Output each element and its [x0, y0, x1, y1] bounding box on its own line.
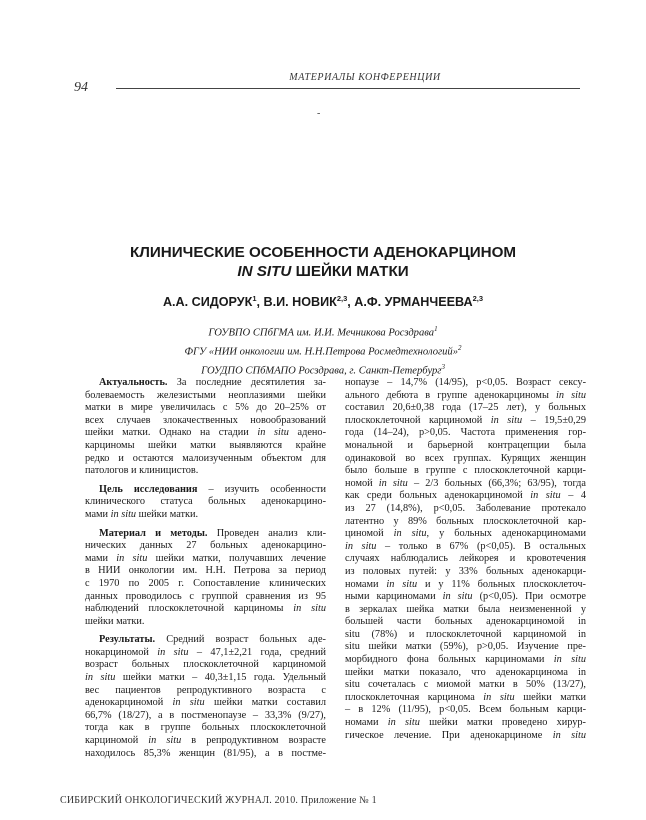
text-line: шейки матки показало, что аденокарцинома in [345, 666, 586, 678]
author-name: В.И. НОВИК [263, 295, 337, 310]
affiliation [60, 322, 586, 341]
text-line: клинического статуса больных аденокарцино- [85, 496, 326, 508]
text-line: 66,7% (18/27), а в постменопаузе – 33,3% (9/27), [85, 709, 326, 721]
text-line: из половых путей: у 33% больных аденокарци- [345, 565, 586, 577]
text-line: тогда как в группе больных плоскоклеточной [85, 722, 326, 734]
title-rest: ШЕЙКИ МАТКИ [291, 263, 409, 280]
text-line: составил 20,6±0,38 года (17–25 лет), у больных [345, 402, 586, 414]
text-line: плоскоклеточной карциномой in situ – 19,5±0,29 [345, 414, 586, 426]
affiliation-sup: 3 [441, 363, 445, 372]
text-line: данных проводилось с группой сравнения из 95 [85, 590, 326, 602]
text-line: в зеркалах шейка матки была неизмененной у [345, 603, 586, 615]
text-line: было больше в группе с плоскоклеточной карци- [345, 465, 586, 477]
text-line: в НИИ онкологии им. Н.Н. Петрова за период [85, 565, 326, 577]
title-line-1: КЛИНИЧЕСКИЕ ОСОБЕННОСТИ АДЕНОКАРЦИНОМ [129, 244, 517, 261]
text-line: матки в мире увеличилась с 5% до 20–25% от [85, 402, 326, 414]
text-line: карциномой in situ в репродуктивном возрасте [85, 735, 326, 747]
column-left [85, 377, 326, 760]
text-line: мами in situ шейки матки, получавших лечение [85, 552, 326, 564]
text-line: редко и остаются малоизученным объектом для [85, 452, 326, 464]
text-line: Результаты. Средний возраст больных аде- [99, 634, 326, 646]
affiliation-sup: 1 [434, 325, 438, 333]
text-line: шейки матки. [85, 615, 145, 627]
text-line: Цель исследования – изучить особенности [99, 483, 326, 495]
affiliation-text: ГОУВПО СПбГМА им. И.И. Мечникова Росздрава [208, 327, 435, 339]
text-line: аденокарциномой in situ шейки матки составил [85, 697, 327, 709]
text-line: циномой in situ, у больных аденокарциномами [345, 528, 586, 540]
text-line: Материал и методы. Проведен анализ кли- [99, 527, 326, 539]
text-line: шейки матки. Однако на стадии in situ адено- [85, 427, 327, 439]
text-line: гическое лечение. При аденокарциноме in situ [345, 729, 586, 741]
text-line: латентно у 89% больных плоскоклеточной кар- [345, 515, 586, 527]
page-number: 94 [74, 80, 88, 95]
text-line: нокарциномой in situ – 47,1±2,21 года, средний [85, 646, 326, 658]
authors [60, 294, 586, 309]
text-line: находилось 85,3% женщин (81/95), а в постме- [85, 747, 326, 759]
text-line: in situ шейки матки – 40,3±1,15 года. Удельный [85, 672, 326, 684]
text-line: номами in situ шейки матки проведено хирур- [345, 717, 586, 729]
article-title [60, 243, 586, 281]
title-line-2 [60, 262, 586, 281]
text-line: situ шейки матки (59%), p>0,05. Изучение пре- [345, 641, 586, 653]
affiliation-text: ФГУ «НИИ онкологии им. Н.Н.Петрова Росмедтехнологий» [184, 346, 459, 358]
text-line: Актуальность. За последние десятилетия за- [99, 377, 326, 388]
separator-mark: - [317, 108, 321, 119]
text-line: года (14–24), p>0,05. Частота применения гор- [345, 427, 586, 439]
author-name: А.А. СИДОРУК [162, 295, 253, 310]
text-line: большей части больных аденокарциномой in [345, 616, 586, 628]
text-line: с 1970 по 2005 г. Сопоставление клинических [85, 577, 326, 589]
text-line: situ (78%) и плоскоклеточной карциномой in [345, 628, 586, 640]
column-right [345, 377, 586, 742]
journal-footer: СИБИРСКИЙ ОНКОЛОГИЧЕСКИЙ ЖУРНАЛ. 2010. Приложение № 1 [60, 795, 377, 806]
text-line: плоскоклеточная карцинома in situ шейки матки [345, 691, 587, 703]
text-line: морбидного фона больных карциномами in situ [345, 654, 586, 666]
text-line: одинаковой во всех группах. Курящих женщин [345, 452, 586, 464]
affiliation [60, 341, 586, 360]
author-sep: , [256, 295, 264, 310]
header-rule [116, 88, 580, 89]
author-sep: , [347, 295, 355, 310]
text-line: номой in situ – 2/3 больных (66,3%; 63/95), тогда [345, 477, 586, 489]
text-line: номами in situ и у 11% больных плоскоклеточ- [345, 578, 586, 590]
text-line: вес пациентов репродуктивного возраста с [85, 684, 326, 696]
text-line: нопаузе – 14,7% (14/95), p<0,05. Возраст сексу- [345, 377, 586, 388]
text-line: как среди больных аденокарциномой in situ – 4 [345, 490, 586, 502]
author-sup: 2,3 [336, 294, 348, 303]
text-line: возраст больных плоскоклеточной карциномой [85, 659, 326, 671]
text-line: мональной и барьерной контрацепции была [345, 439, 586, 451]
text-line: наблюдений плоскоклеточной карциномы in situ [85, 603, 326, 615]
text-line: всех случаев злокачественных новообразований [85, 414, 326, 426]
text-line: из 27 (14,8%), p<0,05. Заболевание протекало [345, 502, 586, 514]
text-line: ального дебюта в группе аденокарциномы in situ [345, 389, 586, 401]
text-line: in situ – только в 67% (p<0,05). В остальных [345, 540, 586, 552]
author-sup: 2,3 [472, 294, 484, 303]
text-line: situ сочеталась с миомой матки в 50% (13/27), [345, 679, 586, 691]
author-sup: 1 [252, 294, 257, 303]
affiliations [60, 322, 586, 379]
title-italic: IN SITU [237, 263, 292, 280]
text-line: случаях наблюдались лейкорея и кровотечения [345, 553, 586, 565]
text-line: патологов и клиницистов. [85, 465, 199, 477]
affiliation-text: ГОУДПО СПбМАПО Росздрава, г. Санкт-Петербург [201, 365, 442, 377]
text-line: ными карциномами in situ (p<0,05). При осмотре [345, 591, 586, 603]
text-line: мами in situ шейки матки. [85, 508, 199, 520]
affiliation-sup: 2 [458, 344, 462, 353]
text-line: – в 12% (11/95), p<0,05. Всем больным карци- [345, 704, 586, 716]
text-line: карциномы шейки матки выявляются крайне [85, 439, 326, 451]
running-header: МАТЕРИАЛЫ КОНФЕРЕНЦИИ [289, 72, 441, 83]
author-name: А.Ф. УРМАНЧЕЕВА [354, 295, 473, 310]
text-line: нических данных 27 больных аденокарцино- [85, 540, 326, 552]
text-line: болеваемость железистыми неоплазиями шейки [85, 389, 326, 401]
